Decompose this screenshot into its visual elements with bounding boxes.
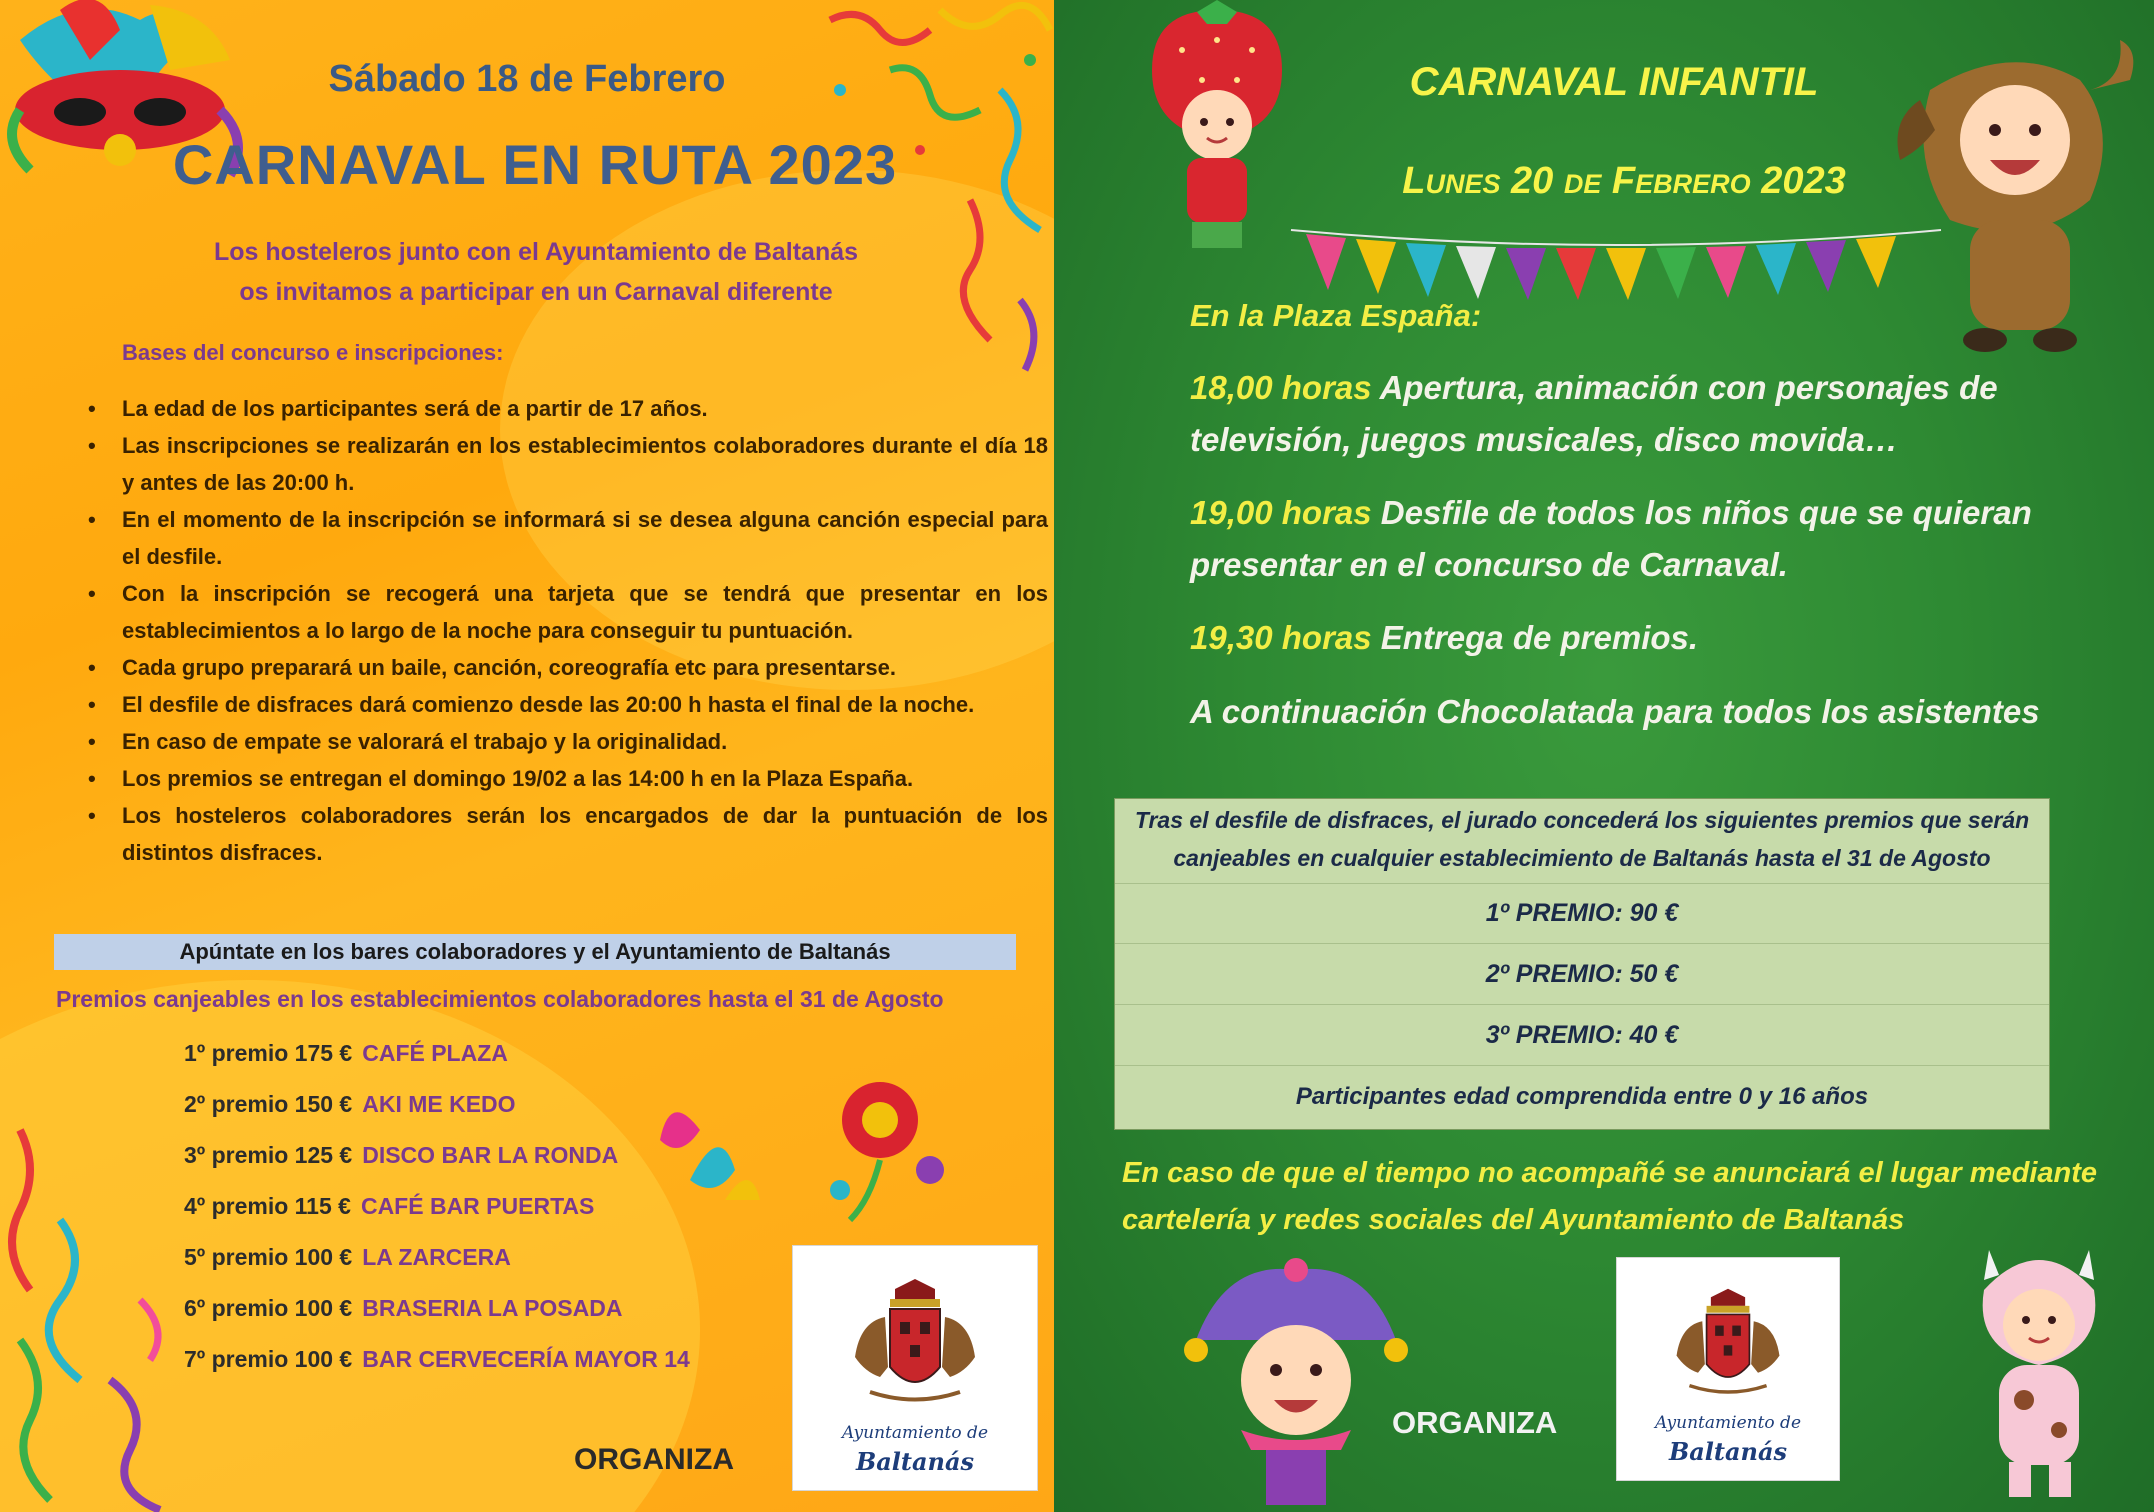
jester-costume-child-illustration	[1166, 1250, 1426, 1510]
intro-line: Los hosteleros junto con el Ayuntamiento de Baltanás	[213, 238, 859, 266]
strawberry-costume-child-illustration	[1142, 0, 1292, 250]
prize-amount: 3º premio 125 €	[184, 1142, 353, 1168]
prize-establishment: LA ZARCERA	[362, 1244, 511, 1270]
schedule-line: presentar en el concurso de Carnaval.	[1190, 546, 1788, 583]
schedule-item	[1190, 487, 2090, 591]
list-item: • En el momento de la inscripción se informará si se desea alguna canción especial para el desfile.	[122, 501, 1048, 575]
schedule-time: 19,30 horas	[1190, 619, 1372, 656]
event-title: CARNAVAL EN RUTA 2023	[172, 133, 898, 196]
table-row	[1115, 799, 2049, 884]
signup-banner: Apúntate en los bares colaboradores y el Ayuntamiento de Baltanás	[54, 934, 1016, 970]
logo-text: Baltanás	[1668, 1437, 1788, 1466]
prize-table	[1114, 798, 2050, 1130]
coat-of-arms-icon	[840, 1277, 990, 1417]
town-hall-logo	[1616, 1257, 1840, 1481]
logo-text: Ayuntamiento de	[841, 1423, 989, 1443]
prize-row	[184, 1293, 622, 1323]
schedule-line: televisión, juegos musicales, disco movida…	[1190, 421, 1898, 458]
prize-row	[184, 1140, 618, 1170]
prize-establishment: CAFÉ PLAZA	[362, 1040, 508, 1066]
table-intro-line: canjeables en cualquier establecimiento de Baltanás hasta el 31 de Agosto	[1173, 845, 1991, 871]
schedule-text: Entrega de premios.	[1371, 619, 1699, 656]
prize-establishment: DISCO BAR LA RONDA	[362, 1142, 619, 1168]
list-item: • El desfile de disfraces dará comienzo desde las 20:00 h hasta el final de la noche.	[122, 686, 1048, 723]
schedule-time: 19,00 horas	[1190, 494, 1372, 531]
schedule-time: 18,00 horas	[1190, 369, 1372, 406]
event-location: En la Plaza España:	[1190, 298, 1482, 333]
coat-of-arms-icon	[1663, 1287, 1793, 1407]
list-item: • Los premios se entregan el domingo 19/02 a las 14:00 h en la Plaza España.	[122, 760, 1048, 797]
prize-establishment: BRASERIA LA POSADA	[362, 1295, 623, 1321]
prize-row	[184, 1089, 516, 1119]
prize-row	[184, 1344, 690, 1374]
prize-establishment: CAFÉ BAR PUERTAS	[360, 1193, 595, 1219]
organizer-label: ORGANIZA	[1392, 1405, 1558, 1440]
rules-list	[88, 390, 1048, 871]
list-item: • Cada grupo preparará un baile, canción, coreografía etc para presentarse.	[122, 649, 1048, 686]
prize-amount: 6º premio 100 €	[184, 1295, 353, 1321]
intro-text	[0, 232, 1054, 312]
list-item: • Los hosteleros colaboradores serán los encargados de dar la puntuación de los distintos disfraces.	[122, 797, 1048, 871]
rules-heading: Bases del concurso e inscripciones:	[122, 340, 504, 365]
logo-text: Ayuntamiento de	[1654, 1413, 1802, 1433]
prize-row	[184, 1242, 511, 1272]
table-intro-line: Tras el desfile de disfraces, el jurado concederá los siguientes premios que serán	[1134, 807, 2030, 833]
schedule-text: Desfile de todos los niños que se quieran	[1371, 494, 2032, 531]
prize-amount: 7º premio 100 €	[184, 1346, 353, 1372]
table-row: Participantes edad comprendida entre 0 y 16 años	[1295, 1083, 1869, 1110]
prize-amount: 1º premio 175 €	[184, 1040, 353, 1066]
schedule-line	[1190, 487, 2090, 539]
schedule-item	[1190, 612, 2090, 664]
prize-amount: 2º premio 150 €	[184, 1091, 353, 1117]
prize-row	[184, 1191, 594, 1221]
event-title: CARNAVAL INFANTIL	[1409, 60, 1819, 104]
prize-amount: 5º premio 100 €	[184, 1244, 353, 1270]
chocolate-note: A continuación Chocolatada para todos los asistentes	[1190, 693, 2040, 730]
note-line: En caso de que el tiempo no acompañé se anunciará el lugar mediante	[1122, 1157, 2098, 1189]
event-date: Sábado 18 de Febrero	[328, 58, 726, 100]
flower-decoration	[640, 1050, 980, 1230]
table-row: 2º PREMIO: 50 €	[1115, 944, 2049, 1005]
table-row: 1º PREMIO: 90 €	[1115, 883, 2049, 944]
logo-text: Baltanás	[855, 1447, 975, 1476]
table-row: 3º PREMIO: 40 €	[1115, 1005, 2049, 1066]
prize-establishment: BAR CERVECERÍA MAYOR 14	[362, 1346, 690, 1372]
prize-row	[184, 1038, 508, 1068]
schedule-text: Apertura, animación con personajes de	[1371, 369, 1998, 406]
list-item: • La edad de los participantes será de a partir de 17 años.	[122, 390, 1048, 427]
prizes-heading: Premios canjeables en los establecimientos colaboradores hasta el 31 de Agosto	[56, 986, 944, 1012]
weather-note	[1122, 1150, 2122, 1244]
intro-line: os invitamos a participar en un Carnaval diferente	[239, 278, 833, 306]
town-hall-logo	[792, 1245, 1038, 1491]
schedule-line	[1190, 362, 2090, 414]
prize-establishment: AKI ME KEDO	[362, 1091, 516, 1117]
list-item: • Las inscripciones se realizarán en los establecimientos colaboradores durante el día 18 y antes de las 20:00 h.	[122, 427, 1048, 501]
bunting-flags-decoration	[1286, 220, 1946, 310]
prize-amount: 4º premio 115 €	[184, 1193, 351, 1219]
schedule-item	[1190, 362, 2090, 466]
list-item: • En caso de empate se valorará el trabajo y la originalidad.	[122, 723, 1048, 760]
left-poster	[0, 0, 1054, 1512]
right-poster	[1054, 0, 2154, 1512]
schedule-line	[1190, 612, 2090, 664]
cow-costume-child-illustration	[1954, 1230, 2124, 1510]
note-line: cartelería y redes sociales del Ayuntamiento de Baltanás	[1122, 1204, 1905, 1236]
event-date: Lunes 20 de Febrero 2023	[1402, 160, 1846, 202]
confetti-streamers	[0, 1120, 200, 1512]
list-item: • Con la inscripción se recogerá una tarjeta que se tendrá que presentar en los establecimientos a lo largo de la noche para conseguir tu puntuación.	[122, 575, 1048, 649]
organizer-label: ORGANIZA	[574, 1443, 734, 1476]
